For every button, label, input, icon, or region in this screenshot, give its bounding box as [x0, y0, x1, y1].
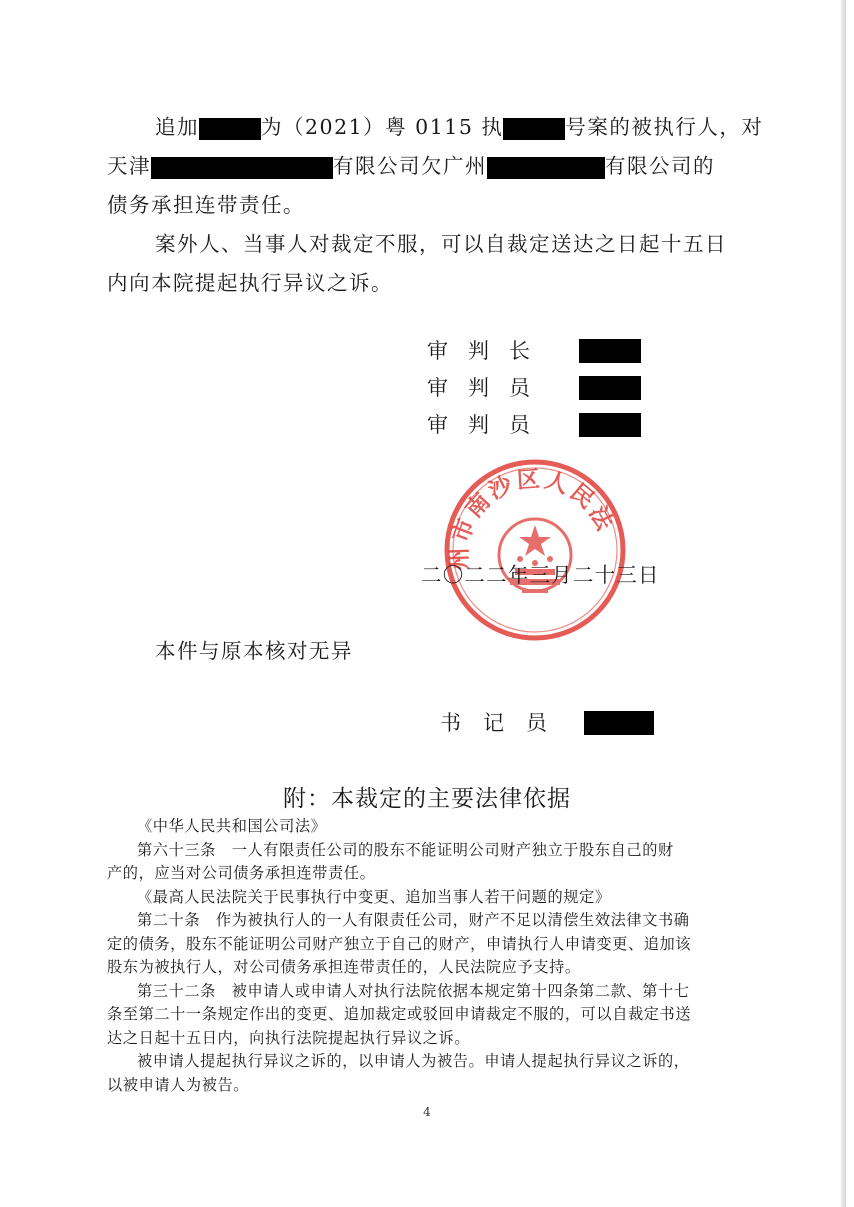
ruling-date: 二〇二二年三月二十三日 [421, 563, 660, 587]
presiding-judge-title: 审判长 [427, 339, 550, 363]
ruling-line-3: 债务承担连带责任。 [107, 193, 305, 217]
seal-text: 州市南沙区人民法 [446, 466, 619, 571]
redaction-block [503, 118, 565, 140]
appendix-line: 产的，应当对公司债务承担连带责任。 [107, 864, 376, 882]
clerk-name-redacted [584, 711, 654, 735]
judge-row-1 [427, 371, 557, 405]
presiding-judge-row [427, 334, 557, 368]
court-seal [440, 455, 630, 645]
redaction-block [199, 118, 261, 140]
clerk-row [440, 706, 580, 740]
appeal-line-2: 内向本院提起执行异议之诉。 [107, 271, 393, 295]
appeal-line-1: 案外人、当事人对裁定不服，可以自裁定送达之日起十五日 [155, 232, 727, 256]
appendix-line: 条至第二十一条规定作出的变更、追加裁定或驳回申请裁定不服的，可以自裁定书送 [107, 1005, 692, 1023]
appendix-line: 以被申请人为被告。 [107, 1075, 250, 1094]
judge-name-redacted-2 [579, 413, 641, 437]
judge-title-2: 审判员 [427, 413, 550, 437]
presiding-judge-name-redacted [579, 339, 641, 363]
copy-certification: 本件与原本核对无异 [155, 639, 353, 663]
appendix-line: 第六十三条 一人有限责任公司的股东不能证明公司财产独立于股东自己的财 [137, 840, 674, 859]
redaction-block [487, 157, 605, 179]
page-edge [840, 0, 846, 1207]
appendix-line: 被申请人提起执行异议之诉的，以申请人为被告。申请人提起执行异议之诉的， [137, 1052, 690, 1070]
ruling-text [107, 108, 764, 303]
appendix-line: 《中华人民共和国公司法》 [137, 817, 327, 835]
clerk-title: 书记员 [440, 711, 569, 735]
appendix-line: 股东为被执行人，对公司债务承担连带责任的，人民法院应予支持。 [107, 958, 581, 976]
page-number: 4 [423, 1105, 431, 1119]
appendix-title: 附：本裁定的主要法律依据 [283, 786, 571, 812]
appendix-line: 第二十条 作为被执行人的一人有限责任公司，财产不足以清偿生效法律文书确 [137, 911, 690, 929]
appendix-line: 达之日起十五日内，向执行法院提起执行异议之诉。 [107, 1028, 471, 1047]
ruling-line-1: 追加 为（2021）粤 0115 执 号案的被执行人，对 [155, 115, 764, 139]
judge-row-2 [427, 408, 557, 442]
appendix-line: 第三十二条 被申请人或申请人对执行法院依据本规定第十四条第二款、第十七 [137, 981, 690, 1000]
judge-title-1: 审判员 [427, 376, 550, 400]
redaction-block [151, 157, 333, 179]
ruling-line-2: 天津 有限公司欠广州 有限公司的 [107, 154, 715, 178]
appendix-body [107, 815, 767, 1097]
judge-name-redacted-1 [579, 376, 641, 400]
appendix-line: 《最高人民法院关于民事执行中变更、追加当事人若干问题的规定》 [137, 887, 611, 906]
appendix-line: 定的债务，股东不能证明公司财产独立于自己的财产，申请执行人申请变更、追加该 [107, 934, 692, 953]
